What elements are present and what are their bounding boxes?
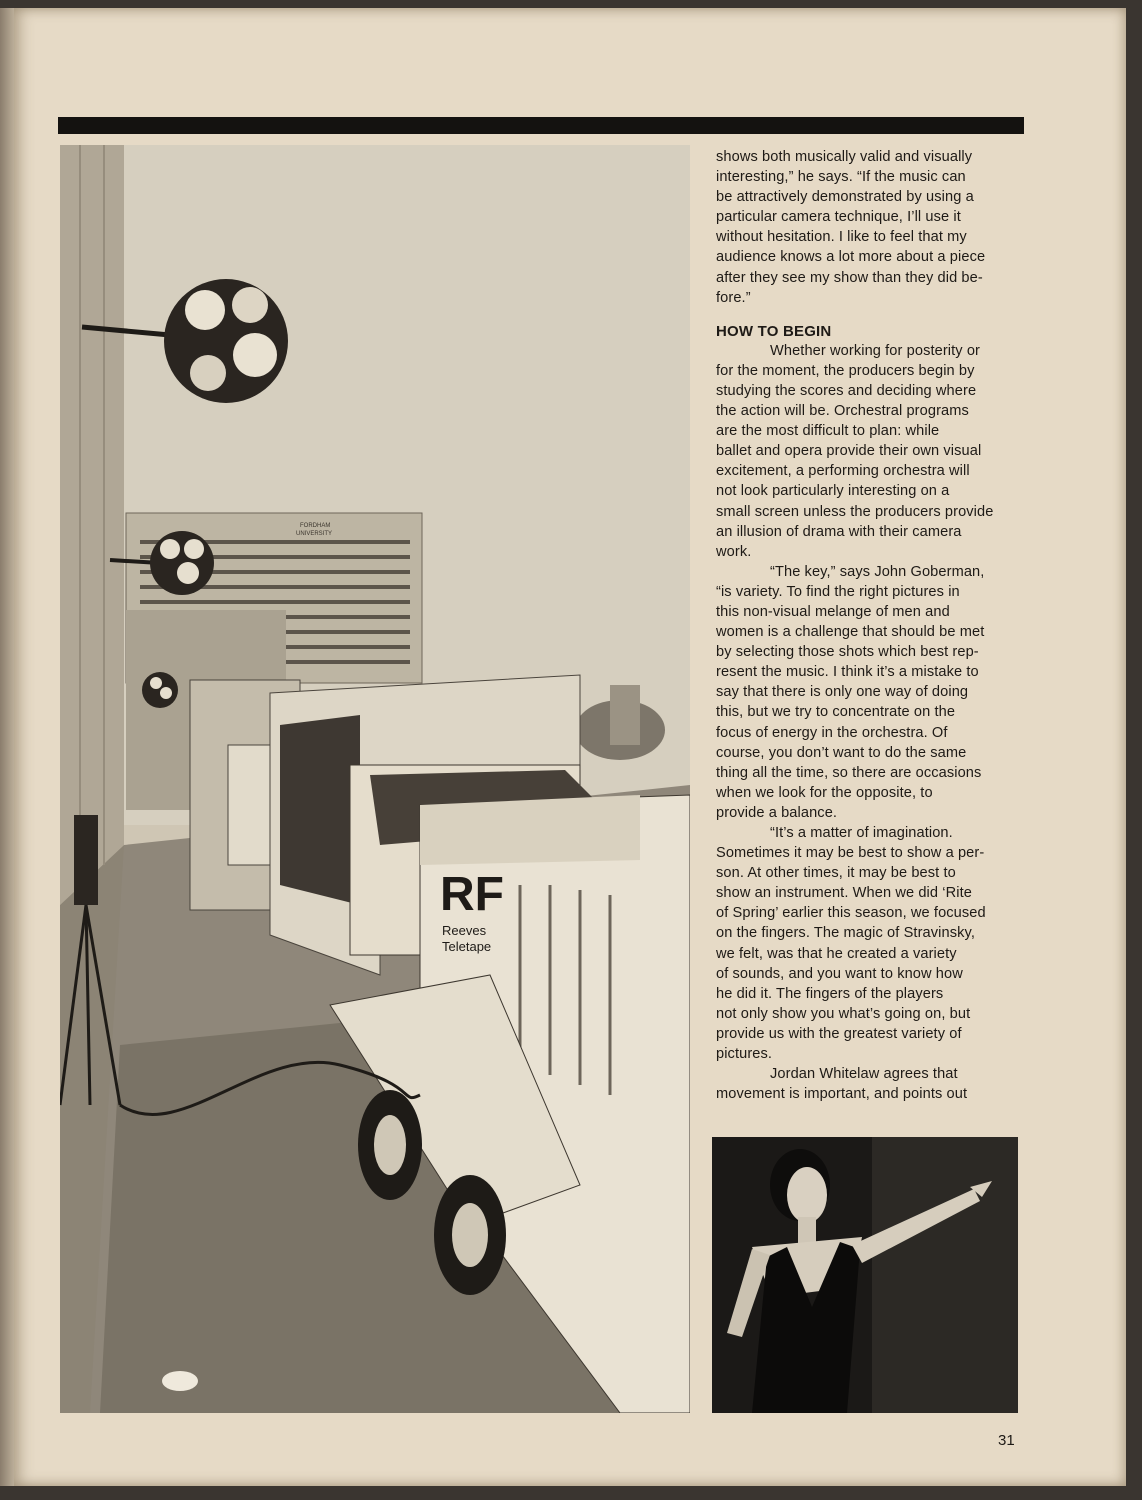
truck-logo: RF bbox=[440, 868, 504, 921]
page-number: 31 bbox=[998, 1432, 1015, 1449]
photo-production-trucks bbox=[60, 145, 690, 1413]
article-intro-paragraph: shows both musically valid and visually interesting,” he says. “If the music can be attractively demonstrated by using a particular camera technique, I’ll use it without hesitation. I like to feel that my audience knows a lot more about a piece after they see my show than they did be- fore.” bbox=[716, 149, 986, 306]
ballet-dancer-illustration bbox=[712, 1137, 1018, 1413]
article-paragraph-1: Whether working for posterity or for the moment, the producers begin by studying the scores and deciding where the action will be. Orchestral programs are the most difficult to plan: while ballet and opera provide their own visual excitement, a performing orchestra will not look particularly interesting on a small screen unless the producers provide an illusion of drama with their camera work. bbox=[716, 342, 994, 560]
photo-ballet-dancer bbox=[712, 1137, 1018, 1413]
production-trucks-illustration bbox=[60, 145, 690, 1413]
article-paragraph-2: “The key,” says John Goberman, “is variety. To find the right pictures in this non-visual melange of men and women is a challenge that should be met by selecting those shots which best rep- resent the music. I think it’s a mistake to say that there is only one way of doing this, but we try to concentrate on the focus of energy in the orchestra. Of course, you don’t want to do the same thing all the time, so there are occasions when we look for the opposite, to provide a balance. bbox=[716, 563, 985, 821]
building-sign-line-1: FORDHAM bbox=[300, 523, 331, 529]
article-paragraph-3: “It’s a matter of imagination. Sometimes it may be best to show a per- son. At other times, it may be best to show an instrument. When we did ‘Rite of Spring’ earlier this season, we focused on the fingers. The magic of Stravinsky, we felt, was that he created a variety of sounds, and you want to know how he did it. The fingers of the players not only show you what’s going on, but provide us with the greatest variety of pictures. bbox=[716, 825, 986, 1063]
article-text-column bbox=[716, 147, 1028, 1104]
section-heading: HOW TO BEGIN bbox=[716, 322, 832, 340]
truck-text-teletape: Teletape bbox=[442, 939, 492, 954]
truck-text-reeves: Reeves bbox=[442, 923, 487, 938]
header-rule-bar bbox=[58, 117, 1024, 134]
article-paragraph-4: Jordan Whitelaw agrees that movement is important, and points out bbox=[716, 1066, 968, 1103]
building-sign-line-2: UNIVERSITY bbox=[296, 531, 333, 537]
